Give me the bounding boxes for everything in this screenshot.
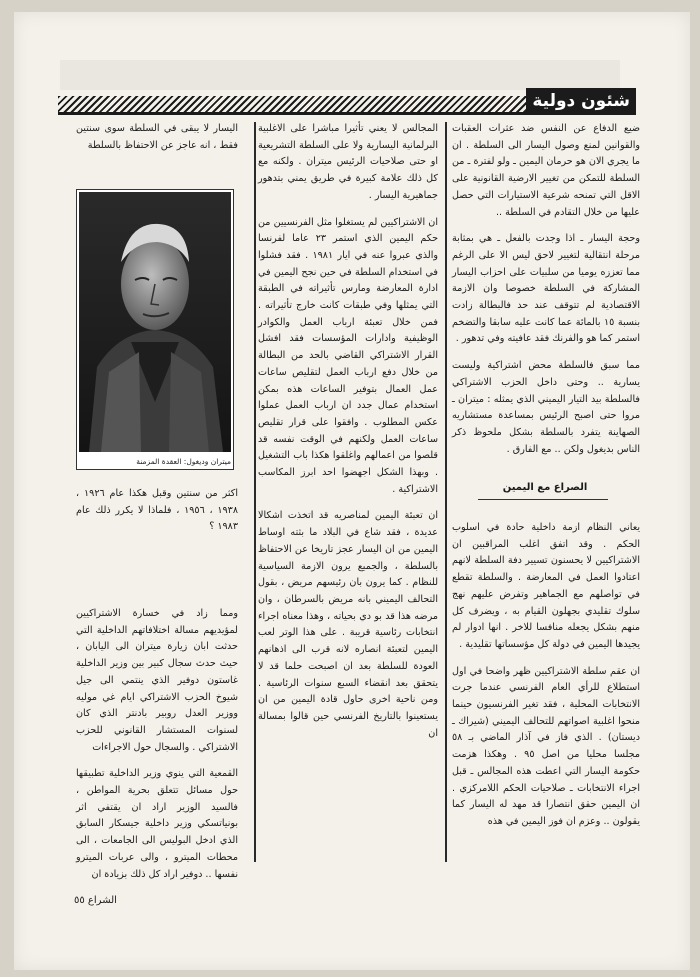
photo-caption: ميتران وديغول: العقدة المزمنة [136,457,231,466]
paragraph: ومما زاد في خسارة الاشتراكيين لمؤيديهم مسالة اختلافاتهم الداخلية التي حدثت ابان زيارة ميتران الى اليابان ، حيث حدث سجال كبير بين وزير الداخلية غاستون دوفير الذي ينتمي الى جيل شيوخ الحزب الاشتراكي ايام غي موليه ووزير العدل روبير بادنتر الذي كان لسنوات المستشار القانوني للحزب الاشتراكي . والسجال حول الاجراءات [76,608,238,753]
paragraph: ضيع الدفاع عن النفس ضد عثرات العقبات والقوانين لمنع وصول اليسار الى السلطة . ان ما يجري الان هو حرمان اليمين ـ ولو لفترة ـ من السلطة للتمكن من تغيير الارضية القانونية على الاقل التي تمنحه شرعية الاستيارات التي حصل عليها من خلال التقادم في السلطة .. [452,123,640,218]
paragraph: ان الاشتراكيين لم يستغلوا مثل الفرنسيين من حكم اليمين الذي استمر ٢٣ عاما لفرنسا والذي عبروا عنه في ايار ١٩٨١ . فقد فشلوا في استخدام السلطة في حين نجح اليمين في ادارة المعارضة ومارس تأثيراته في الطبقة التي يمثلها وفي طبقات كانت خارج تأثيراته . فمن خلال تعبئة ارباب العمل والكوادر الوظيفية وادارات المؤسسات فقد افشل القرار الاشتراكي القاضي بالحد من البطالة من خلال دفع ارباب العمل لتقليص ساعات عمل العمال بتوفير الساعات هذه بمكن استخدام عمال جدد ان ارباب العمل عملوا عكس المطلوب . وافقوا على قرار تقليص ساعات العمل ولكنهم في الوقت نفسه قد قلصوا من اعمالهم واغلقوا هكذا باب التشغيل . وبهذا الشكل اجهضوا احد ابرز المكاسب الاشتراكية . [258,216,438,495]
column-middle [258,121,438,752]
paragraph: مما سبق فالسلطة محض اشتراكية وليست يسارية .. وحتى داخل الحزب الاشتراكي فالسلطة بيد التيار اليميني الذي يمثله : ميتران ـ مروا حتى اصبح الرئيس بمساعدة مستشاريه الصهاينة يتفرد بالسلطة بشكل ملحوظ ذكر الناس بديغول ولكن .. مع الفارق . [452,360,640,455]
subheading: الصراع مع اليمين [502,482,588,493]
paragraph: وحجة اليسار ـ اذا وجدت بالفعل ـ هي بمثابة مرحلة انتقالية لتغيير لاحق ليس الا على الرغم مما تعززه يوميا من سلبيات على احزاب اليسار المشاركة في السلطة خصوصا وان الازمة الاقتصادية لم تتوقف عند حد فالبطالة زادت بنسبة ١٥ بالمائة عما كانت عليه سابقا والتضخم استمر كما هو والفرنك فقد عافيته وفي تدهور . [452,233,641,345]
portrait-image [79,192,231,452]
paragraph: يعاني النظام ازمة داخلية حادة في اسلوب الحكم . وقد اتفق اغلب المراقبين ان الاشتراكيين لا يحسنون تسيير دفة السلطة لانهم اعتادوا العمل في المعارضة . والسلطة تقطع في تواصلهم مع الجماهير وتفرض عليهم نهج سلوك تقليدي بجهلون القيام به ، ويضرف كل منهم بشكل يجعله منافسا للاخر . انها ادوار لم يجيدها اليمين في دولة كل مؤسساتها تقليدية . [452,522,640,650]
page-footer: الشراع ٥٥ [74,895,117,906]
column-right [452,121,640,468]
header-hatch-band [58,96,528,112]
column-divider [254,122,256,862]
bleed-through-text [60,60,620,90]
paragraph: اليسار لا يبقى في السلطة سوى سنتين فقط ، انه عاجز عن الاحتفاظ بالسلطة [76,123,238,151]
photo-mitterrand [76,189,234,470]
column-divider [445,122,447,862]
paragraph: القمعية التي ينوي وزير الداخلية تطبيقها حول مسائل تتعلق بحرية المواطن ، فالسيد الوزير اراد ان يقتفي اثر بونياتسكي وزير داخلية جيسكار السابق الذي ادخل البوليس الى الجامعات ، الى محطات الميترو ، والى عربات الميترو نفسها .. دوفير اراد كل ذلك بزيادة ان [76,768,238,880]
paragraph: اكثر من سنتين وقبل هكذا عام ١٩٢٦ ، ١٩٣٨ ، ١٩٥٦ ، فلماذا لا يكرر ذلك عام ١٩٨٣ ؟ [76,488,238,533]
section-title: شئون دولية [526,88,636,115]
column-left-bottom [76,606,238,893]
paragraph: ان عقم سلطة الاشتراكيين ظهر واضحا في اول استطلاع للرأي العام الفرنسي عندما جرت الانتخابات المحلية ، فقد تغير الفرنسيون حينما منحوا اغلبية اصواتهم للتحالف اليميني (شيراك ـ ديستان) . الذي فاز في آذار الماضي بـ ٥٨ مجلسا محليا من اصل ٩٥ . وهكذا هزمت حكومة اليسار التي اعطت هذه المجالس ـ قبل اجراء الانتخابات ـ صلاحيات الحكم اللامركزي . ان اليمين حقق انتصارا قد مهد له اليسار كما يقولون .. وعزم ان فوز اليمين في هذه [452,665,640,827]
subheading-rule [478,499,608,500]
column-left-mid [76,486,238,546]
section-header [58,88,636,116]
column-right-lower [452,520,640,841]
paragraph: ان تعبئة اليمين لمناصريه قد اتخذت اشكالا عديدة ، فقد شاع في البلاد ما بثته اوساط اليمين من ان اليسار عجز تاريخا عن الاحتفاظ بالسلطة ، والجميع يرون الازمة السياسية للنظام . كما يرون بان رئيسهم مريض ، بقول التحالف اليميني بانه مريض بالسرطان ، وان مرضه هذا قد بو دي بحياته ، وهذا معناه اجراء انتخابات رئاسية قريبة . على هذا الوتر لعب اليمين لتعبئة انصاره لانه قرب الى اذهانهم العودة للسلطة بعد ان اصبحت حلما قد لا يتحقق بعد انقضاء السبع سنوات الرئاسية . ومن ناحية اخرى حاول قادة اليمين من ان يستعينوا بالتاريخ الفرنسي حين قالوا بمسالة ان [258,510,438,739]
column-left-top [76,121,238,164]
paragraph: المجالس لا يعني تأثيرا مباشرا على الاغلبية البرلمانية اليسارية ولا على السلطة التشريعية او حتى صلاحيات الرئيس ميتران . ولكنه مع كل ذلك علامة كبيرة في طريق يمني بتدهور جماهيرية اليسار . [258,123,438,201]
